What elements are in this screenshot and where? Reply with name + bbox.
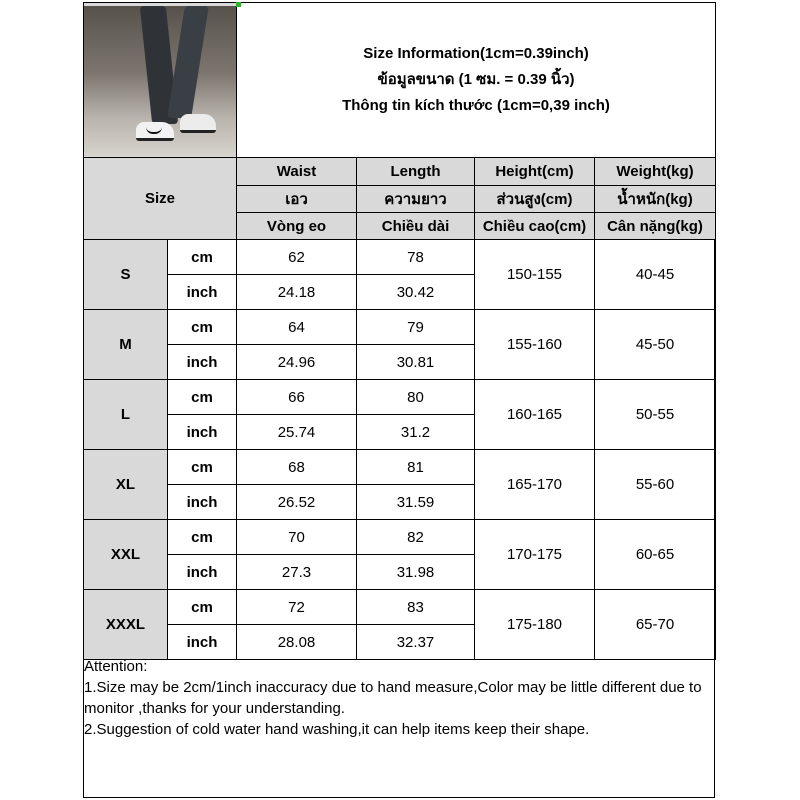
title-english: Size Information(1cm=0.39inch) xyxy=(363,45,589,62)
length-cm: 82 xyxy=(357,520,475,555)
unit-inch: inch xyxy=(168,485,237,520)
height-range: 155-160 xyxy=(475,310,595,380)
size-heading: Size xyxy=(84,158,237,240)
weight-range: 55-60 xyxy=(595,450,716,520)
height-range: 150-155 xyxy=(475,240,595,310)
size-label: XXXL xyxy=(84,590,168,660)
unit-inch: inch xyxy=(168,345,237,380)
unit-inch: inch xyxy=(168,275,237,310)
header-waist-th: เอว xyxy=(237,186,357,213)
length-cm: 80 xyxy=(357,380,475,415)
height-range: 175-180 xyxy=(475,590,595,660)
weight-range: 45-50 xyxy=(595,310,716,380)
notes-heading: Attention: xyxy=(84,658,148,675)
header-waist-vi: Vòng eo xyxy=(237,213,357,240)
unit-cm: cm xyxy=(168,380,237,415)
header-length-en: Length xyxy=(357,158,475,186)
waist-inch: 24.18 xyxy=(237,275,357,310)
table-row xyxy=(84,240,716,275)
height-range: 170-175 xyxy=(475,520,595,590)
header-waist-en: Waist xyxy=(237,158,357,186)
header-weight-th: น้ำหนัก(kg) xyxy=(595,186,716,213)
header-height-vi: Chiều cao(cm) xyxy=(475,213,595,240)
weight-range: 50-55 xyxy=(595,380,716,450)
waist-inch: 28.08 xyxy=(237,625,357,660)
header-length-th: ความยาว xyxy=(357,186,475,213)
header-weight-en: Weight(kg) xyxy=(595,158,716,186)
product-photo xyxy=(84,6,236,156)
header-height-en: Height(cm) xyxy=(475,158,595,186)
waist-cm: 62 xyxy=(237,240,357,275)
waist-inch: 25.74 xyxy=(237,415,357,450)
weight-range: 65-70 xyxy=(595,590,716,660)
waist-inch: 24.96 xyxy=(237,345,357,380)
waist-cm: 64 xyxy=(237,310,357,345)
table-row xyxy=(84,310,716,345)
size-label: XXL xyxy=(84,520,168,590)
attention-notes xyxy=(84,656,714,740)
table-row xyxy=(84,380,716,415)
product-photo-cell xyxy=(84,3,237,158)
length-inch: 31.59 xyxy=(357,485,475,520)
unit-inch: inch xyxy=(168,415,237,450)
size-label: M xyxy=(84,310,168,380)
title-vietnamese: Thông tin kích thước (1cm=0,39 inch) xyxy=(342,97,610,114)
length-inch: 30.42 xyxy=(357,275,475,310)
header-length-vi: Chiều dài xyxy=(357,213,475,240)
length-cm: 78 xyxy=(357,240,475,275)
table-row xyxy=(84,520,716,555)
size-chart-table xyxy=(83,2,716,660)
length-inch: 30.81 xyxy=(357,345,475,380)
weight-range: 60-65 xyxy=(595,520,716,590)
length-inch: 31.98 xyxy=(357,555,475,590)
unit-inch: inch xyxy=(168,555,237,590)
length-cm: 83 xyxy=(357,590,475,625)
waist-cm: 66 xyxy=(237,380,357,415)
weight-range: 40-45 xyxy=(595,240,716,310)
size-label: S xyxy=(84,240,168,310)
waist-inch: 26.52 xyxy=(237,485,357,520)
unit-inch: inch xyxy=(168,625,237,660)
table-row xyxy=(84,590,716,625)
unit-cm: cm xyxy=(168,240,237,275)
header-weight-vi: Cân nặng(kg) xyxy=(595,213,716,240)
length-cm: 79 xyxy=(357,310,475,345)
notes-line-2: 2.Suggestion of cold water hand washing,it can help items keep their shape. xyxy=(84,721,590,738)
length-inch: 32.37 xyxy=(357,625,475,660)
header-height-th: ส่วนสูง(cm) xyxy=(475,186,595,213)
length-cm: 81 xyxy=(357,450,475,485)
corner-marker xyxy=(236,2,241,7)
title-thai: ข้อมูลขนาด (1 ซม. = 0.39 นิ้ว) xyxy=(377,71,575,88)
height-range: 165-170 xyxy=(475,450,595,520)
notes-line-1: 1.Size may be 2cm/1inch inaccuracy due to hand measure,Color may be little different due to monitor ,thanks for your understanding. xyxy=(84,679,702,717)
waist-cm: 72 xyxy=(237,590,357,625)
title-block xyxy=(237,3,716,158)
waist-cm: 70 xyxy=(237,520,357,555)
length-inch: 31.2 xyxy=(357,415,475,450)
size-label: L xyxy=(84,380,168,450)
waist-cm: 68 xyxy=(237,450,357,485)
size-label: XL xyxy=(84,450,168,520)
unit-cm: cm xyxy=(168,450,237,485)
unit-cm: cm xyxy=(168,590,237,625)
height-range: 160-165 xyxy=(475,380,595,450)
waist-inch: 27.3 xyxy=(237,555,357,590)
table-row xyxy=(84,450,716,485)
unit-cm: cm xyxy=(168,310,237,345)
unit-cm: cm xyxy=(168,520,237,555)
